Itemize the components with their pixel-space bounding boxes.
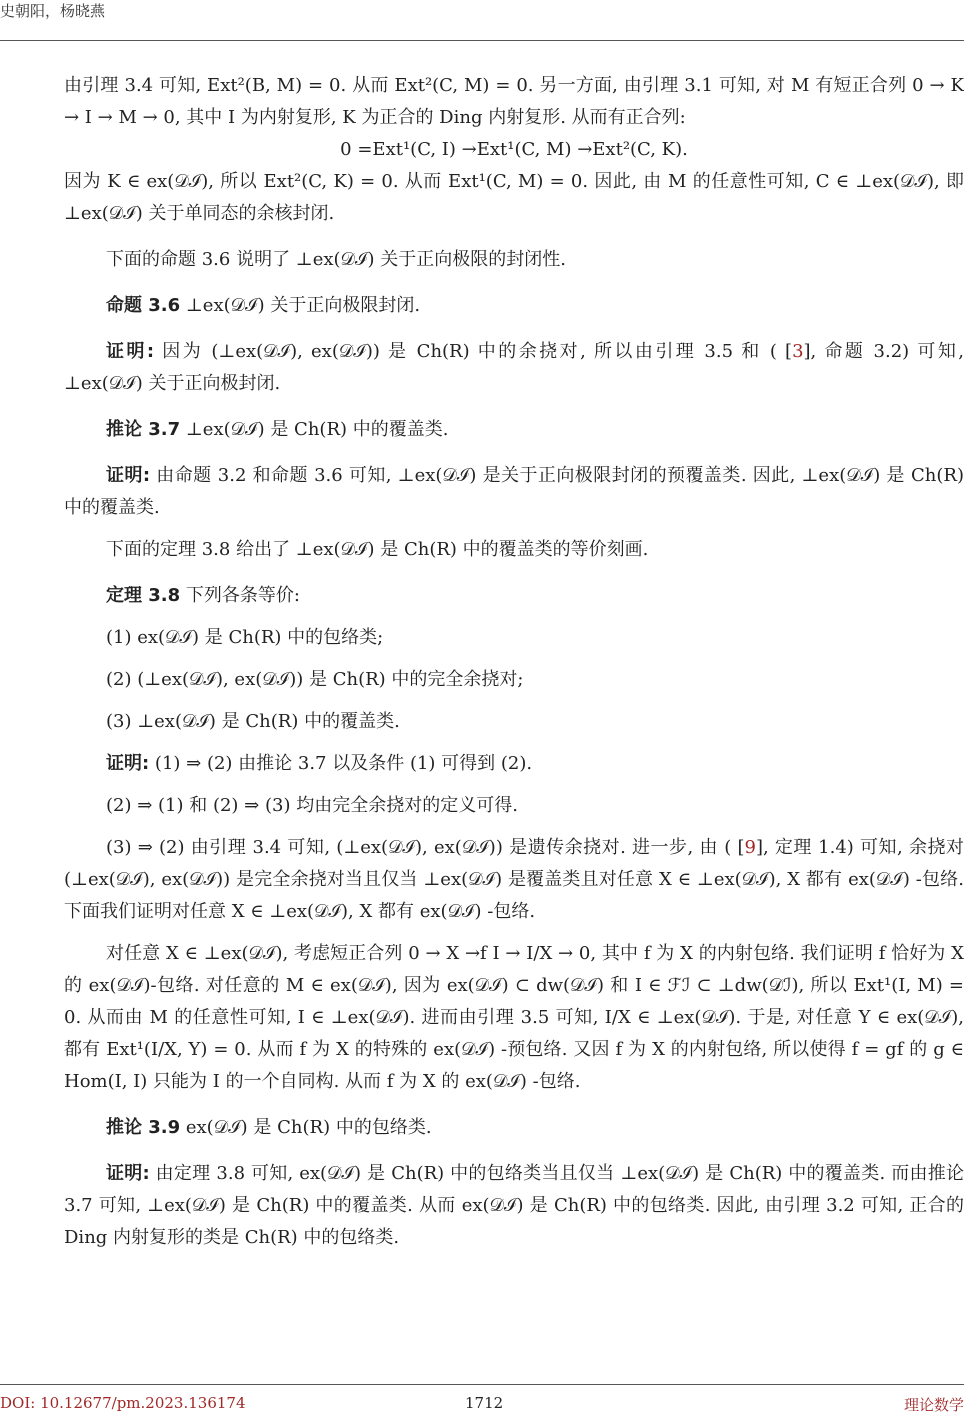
list-item: (1) ex(𝒟ℐ) 是 Ch(R) 中的包络类;	[106, 627, 384, 648]
proof-text: ], 定理 1.4) 可知, 余挠对 (⊥ex(𝒟ℐ), ex(𝒟ℐ)) 是完全余挠对当且仅当 ⊥ex(𝒟ℐ) 是覆盖类且对任意 X ∈ ⊥ex(𝒟ℐ), X 都有 ex(𝒟ℐ) -包络. 下面我们证明对任意 X ∈ ⊥ex(𝒟ℐ), X 都有 ex(𝒟ℐ) -包络.	[64, 837, 964, 922]
paragraph: 对任意 X ∈ ⊥ex(𝒟ℐ), 考虑短正合列 0 → X →f I → I/X → 0, 其中 f 为 X 的内射包络. 我们证明 f 恰好为 X 的 ex(𝒟ℐ)-包络. 对任意的 M ∈ ex(𝒟ℐ), 因为 ex(𝒟ℐ) ⊂ dw(𝒟ℐ) 和 I ∈ ℱℐ ⊂ ⊥dw(𝒟ℐ), 所以 Ext¹(I, M) = 0. 从而由 M 的任意性可知, I ∈ ⊥ex(𝒟ℐ). 进而由引理 3.5 可知, I/X ∈ ⊥ex(𝒟ℐ). 于是, 对任意 Y ∈ ex(𝒟ℐ), 都有 Ext¹(I/X, Y) = 0. 从而 f 为 X 的特殊的 ex(𝒟ℐ) -预包络. 又因 f 为 X 的内射包络, 所以使得 f = gf 的 g ∈ Hom(I, I) 只能为 I 的一个自同构. 从而 f 为 X 的 ex(𝒟ℐ) -包络.	[64, 943, 964, 1092]
proof-text: 因为 (⊥ex(𝒟ℐ), ex(𝒟ℐ)) 是 Ch(R) 中的余挠对, 所以由引理 3.5 和 ( [	[154, 341, 793, 362]
paragraph: (2) ⇒ (1) 和 (2) ⇒ (3) 均由完全余挠对的定义可得.	[106, 795, 518, 816]
proof-3-6	[64, 336, 964, 400]
corollary-3-9	[64, 1112, 964, 1144]
proof-label: 证明:	[106, 465, 151, 486]
list-item: (3) ⊥ex(𝒟ℐ) 是 Ch(R) 中的覆盖类.	[106, 711, 400, 732]
citation-link[interactable]: 3	[792, 341, 804, 362]
corollary-label: 推论 3.9	[106, 1117, 181, 1138]
proof-text: ], 命题 3.2) 可知, ⊥ex(𝒟ℐ) 关于正向极封闭.	[64, 341, 964, 394]
paragraph: 由引理 3.4 可知, Ext²(B, M) = 0. 从而 Ext²(C, M) = 0. 另一方面, 由引理 3.1 可知, 对 M 有短正合列 0 → K → I → M → 0, 其中 I 为内射复形, K 为正合的 Ding 内射复形. 从而有正合列:	[64, 75, 964, 128]
paragraph: 下面的命题 3.6 说明了 ⊥ex(𝒟ℐ) 关于正向极限的封闭性.	[106, 249, 566, 270]
proof-text: 由定理 3.8 可知, ex(𝒟ℐ) 是 Ch(R) 中的包络类当且仅当 ⊥ex(𝒟ℐ) 是 Ch(R) 中的覆盖类. 而由推论 3.7 可知, ⊥ex(𝒟ℐ) 是 Ch(R) 中的覆盖类. 从而 ex(𝒟ℐ) 是 Ch(R) 中的包络类. 因此, 由引理 3.2 可知, 正合的 Ding 内射复形的类是 Ch(R) 中的包络类.	[64, 1163, 964, 1248]
journal-name-link[interactable]: 理论数学	[903, 1396, 964, 1414]
proposition-label: 命题 3.6	[106, 295, 181, 316]
header-rule	[0, 40, 964, 41]
theorem-text: 下列各条等价:	[180, 585, 300, 606]
page-body	[64, 70, 964, 1254]
citation-link[interactable]: 9	[744, 837, 756, 858]
paragraph: 因为 K ∈ ex(𝒟ℐ), 所以 Ext²(C, K) = 0. 从而 Ext¹(C, M) = 0. 因此, 由 M 的任意性可知, C ∈ ⊥ex(𝒟ℐ), 即 ⊥ex(𝒟ℐ) 关于单同态的余核封闭.	[64, 171, 964, 224]
proof-text: 由命题 3.2 和命题 3.6 可知, ⊥ex(𝒟ℐ) 是关于正向极限封闭的预覆盖类. 因此, ⊥ex(𝒟ℐ) 是 Ch(R) 中的覆盖类.	[64, 465, 964, 518]
page-number: 1712	[465, 1394, 504, 1412]
doi-link[interactable]: DOI: 10.12677/pm.2023.136174	[0, 1394, 246, 1412]
proposition-3-6	[64, 290, 964, 322]
corollary-text: ex(𝒟ℐ) 是 Ch(R) 中的包络类.	[180, 1117, 432, 1138]
footer-rule	[0, 1384, 964, 1385]
proposition-text: ⊥ex(𝒟ℐ) 关于正向极限封闭.	[180, 295, 421, 316]
corollary-label: 推论 3.7	[106, 419, 181, 440]
corollary-3-7	[64, 414, 964, 446]
proof-3-7	[64, 460, 964, 524]
proof-label: 证明:	[106, 341, 155, 362]
theorem-3-8	[64, 580, 964, 612]
proof-text: (1) ⇒ (2) 由推论 3.7 以及条件 (1) 可得到 (2).	[149, 753, 533, 774]
display-equation: 0 =Ext¹(C, I) →Ext¹(C, M) →Ext²(C, K).	[340, 139, 688, 160]
list-item: (2) (⊥ex(𝒟ℐ), ex(𝒟ℐ)) 是 Ch(R) 中的完全余挠对;	[106, 669, 524, 690]
corollary-text: ⊥ex(𝒟ℐ) 是 Ch(R) 中的覆盖类.	[180, 419, 449, 440]
theorem-label: 定理 3.8	[106, 585, 181, 606]
proof-label: 证明:	[106, 1163, 150, 1184]
paragraph: 下面的定理 3.8 给出了 ⊥ex(𝒟ℐ) 是 Ch(R) 中的覆盖类的等价刻画.	[106, 539, 649, 560]
paragraph	[64, 832, 964, 928]
proof-text: (3) ⇒ (2) 由引理 3.4 可知, (⊥ex(𝒟ℐ), ex(𝒟ℐ)) 是遗传余挠对. 进一步, 由 ( [	[106, 837, 745, 858]
proof-label: 证明:	[106, 753, 150, 774]
proof-3-8	[64, 748, 964, 780]
proof-3-9	[64, 1158, 964, 1254]
running-head-authors: 史朝阳，杨晓燕	[0, 2, 106, 20]
